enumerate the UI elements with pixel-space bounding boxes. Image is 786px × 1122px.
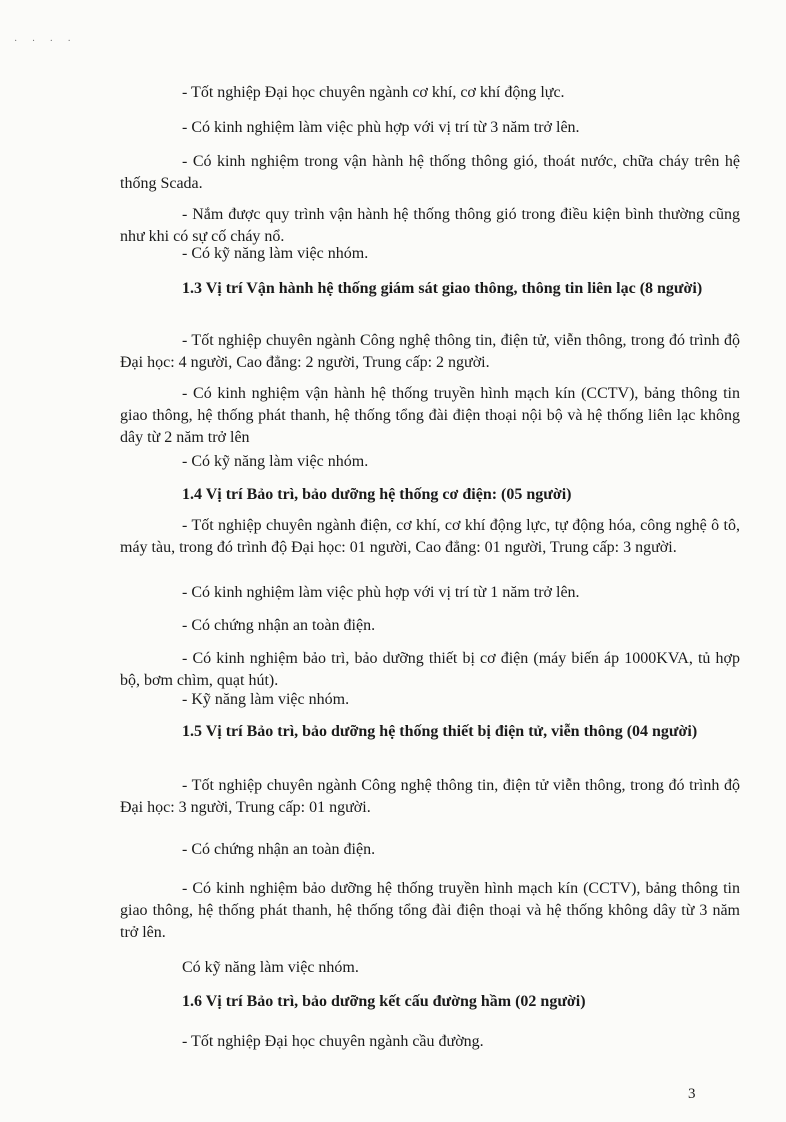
paragraph: - Có chứng nhận an toàn điện. <box>182 617 376 634</box>
paragraph: - Kỹ năng làm việc nhóm. <box>182 691 350 708</box>
paragraph: - Có kỹ năng làm việc nhóm. <box>182 453 369 470</box>
paragraph: - Tốt nghiệp chuyên ngành điện, cơ khí, cơ khí động lực, tự động hóa, công nghệ ô tô, máy tàu, trong đó trình độ Đại học: 01 người, Cao đẳng: 01 người, Trung cấp: 3 người. <box>120 517 740 556</box>
paragraph: - Có kinh nghiệm trong vận hành hệ thống thông gió, thoát nước, chữa cháy trên hệ thống Scada. <box>120 153 740 192</box>
paragraph: - Có kinh nghiệm bảo dưỡng hệ thống truyền hình mạch kín (CCTV), bảng thông tin giao thông, hệ thống phát thanh, hệ thống tổng đài điện thoại và hệ thống không dây từ 3 năm trở lên. <box>120 880 740 941</box>
page-number: 3 <box>688 1086 696 1102</box>
paragraph: - Nắm được quy trình vận hành hệ thống thông gió trong điều kiện bình thường cũng như khi có sự cố cháy nổ. <box>120 206 740 245</box>
paragraph: - Có kinh nghiệm làm việc phù hợp với vị trí từ 1 năm trở lên. <box>182 584 580 601</box>
paragraph: Có kỹ năng làm việc nhóm. <box>182 959 359 976</box>
paragraph: - Có kinh nghiệm làm việc phù hợp với vị trí từ 3 năm trở lên. <box>182 119 580 136</box>
section-heading: 1.3 Vị trí Vận hành hệ thống giám sát giao thông, thông tin liên lạc (8 người) <box>182 280 703 297</box>
section-heading: 1.5 Vị trí Bảo trì, bảo dưỡng hệ thống thiết bị điện tử, viễn thông (04 người) <box>182 723 698 740</box>
paragraph: - Tốt nghiệp chuyên ngành Công nghệ thông tin, điện tử viễn thông, trong đó trình độ Đại học: 3 người, Trung cấp: 01 người. <box>120 777 740 816</box>
paragraph: - Có kỹ năng làm việc nhóm. <box>182 245 369 262</box>
paragraph: - Có kinh nghiệm bảo trì, bảo dưỡng thiết bị cơ điện (máy biến áp 1000KVA, tủ hợp bộ, bơm chìm, quạt hút). <box>120 650 740 689</box>
paragraph: - Tốt nghiệp Đại học chuyên ngành cơ khí, cơ khí động lực. <box>182 84 565 101</box>
scan-specks: · · · · <box>14 36 77 47</box>
section-heading: 1.4 Vị trí Bảo trì, bảo dưỡng hệ thống cơ điện: (05 người) <box>182 486 572 503</box>
paragraph: - Tốt nghiệp chuyên ngành Công nghệ thông tin, điện tử, viễn thông, trong đó trình độ Đại học: 4 người, Cao đẳng: 2 người, Trung cấp: 2 người. <box>120 332 740 371</box>
section-heading: 1.6 Vị trí Bảo trì, bảo dưỡng kết cấu đường hầm (02 người) <box>182 993 586 1010</box>
paragraph: - Có kinh nghiệm vận hành hệ thống truyền hình mạch kín (CCTV), bảng thông tin giao thông, hệ thống phát thanh, hệ thống tổng đài điện thoại nội bộ và hệ thống liên lạc không dây từ 2 năm trở lên <box>120 385 740 446</box>
paragraph: - Có chứng nhận an toàn điện. <box>182 841 376 858</box>
paragraph: - Tốt nghiệp Đại học chuyên ngành cầu đường. <box>182 1033 484 1050</box>
